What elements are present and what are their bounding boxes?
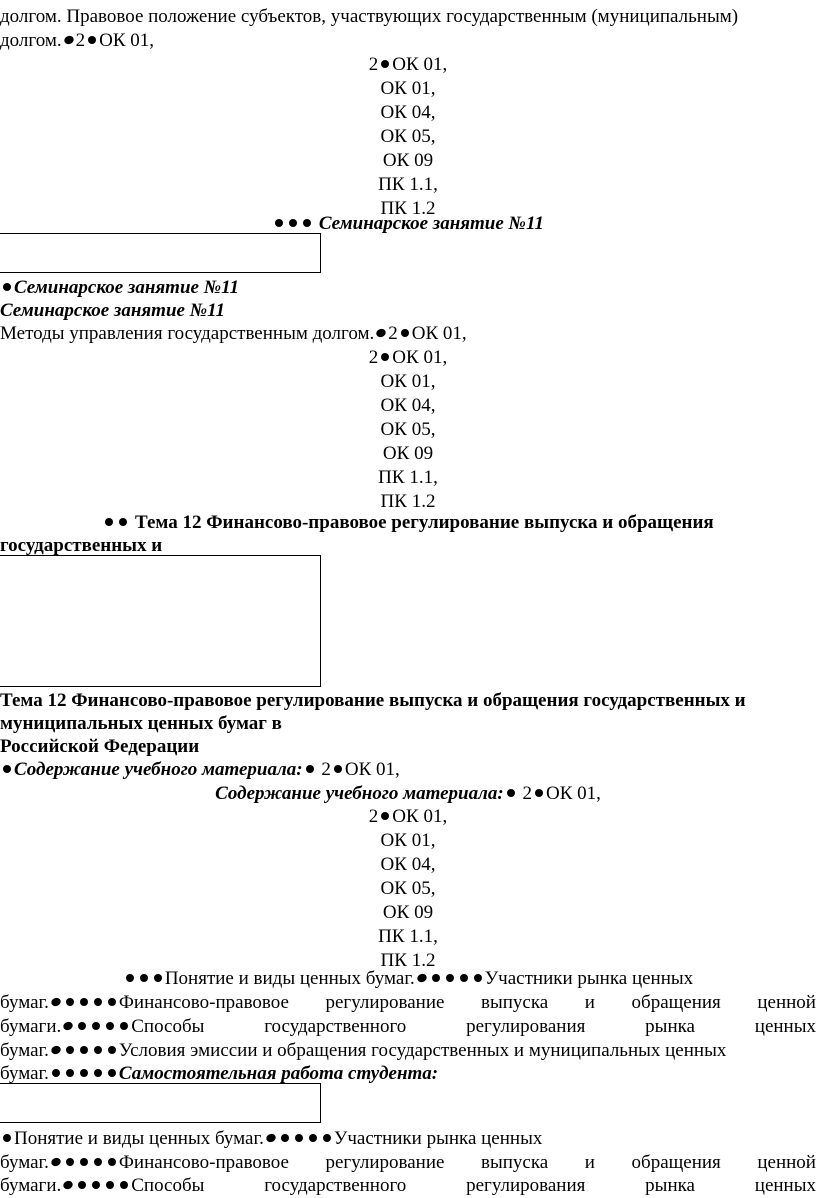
- bullet-icon: [381, 60, 389, 68]
- bullet-icon: [119, 518, 127, 526]
- code-line: ПК 1.2: [380, 491, 436, 512]
- content-line-centered: Содержание учебного материала: 2 ОК 01,: [215, 783, 601, 804]
- code-line: ОК 05,: [380, 126, 436, 147]
- bullet-icon: [80, 1158, 88, 1166]
- bullet-icon: [507, 789, 515, 797]
- seminar-heading: Семинарское занятие №11: [0, 212, 816, 236]
- codes-row: 2 ОК 01,: [368, 347, 448, 368]
- bullet-icon: [126, 974, 134, 982]
- list-item: бумаги. Способы государственного регулирования рынка ценных: [0, 1175, 816, 1196]
- code-line: ОК 09: [382, 443, 434, 464]
- bullet-icon: [140, 974, 148, 982]
- bullet-icon: [108, 998, 116, 1006]
- bullet-icon: [106, 1181, 114, 1189]
- bullet-icon: [289, 219, 297, 227]
- bullet-icon: [88, 36, 96, 44]
- competence-code: ОК 01,: [99, 30, 155, 51]
- bullet-icon: [108, 1069, 116, 1077]
- code-line: ПК 1.1,: [378, 926, 438, 947]
- bullet-icon: [120, 1022, 128, 1030]
- self-work-line: бумаг. Самостоятельная работа студента:: [0, 1063, 439, 1084]
- bullet-icon: [535, 789, 543, 797]
- bullet-icon: [375, 328, 387, 339]
- code-line: ОК 04,: [380, 854, 436, 875]
- code-line: ПК 1.1,: [378, 174, 438, 195]
- bullet-icon: [66, 998, 74, 1006]
- intro-line-1: долгом. Правовое положение субъектов, участвующих государственным (муниципальным): [0, 6, 739, 27]
- bullet-icon: [323, 1134, 331, 1142]
- bullet-icon: [62, 1021, 74, 1032]
- seminar-line: Семинарское занятие №11: [0, 276, 816, 300]
- bullet-icon: [401, 329, 409, 337]
- bullet-icon: [120, 1181, 128, 1189]
- bullet-icon: [63, 35, 75, 46]
- list-item: бумаг. Финансово-правовое регулирование выпуска и обращения ценной: [0, 992, 816, 1013]
- bullet-icon: [50, 997, 62, 1008]
- bullet-icon: [154, 974, 162, 982]
- code-line: ПК 1.2: [380, 198, 436, 219]
- bullet-icon: [108, 1046, 116, 1054]
- code-line: ПК 1.2: [380, 950, 436, 971]
- table-cell-frame: [0, 555, 321, 687]
- bullet-icon: [80, 1069, 88, 1077]
- hours-value: 2: [75, 30, 86, 51]
- code-line: ОК 01,: [380, 371, 436, 392]
- topic-heading-cont: государственных и: [0, 535, 163, 556]
- bullet-icon: [303, 219, 311, 227]
- bullet-icon: [381, 353, 389, 361]
- intro-text: долгом.: [0, 30, 62, 51]
- bullet-icon: [105, 518, 113, 526]
- bullet-icon: [78, 1022, 86, 1030]
- bullet-icon: [94, 1069, 102, 1077]
- bullet-icon: [94, 1046, 102, 1054]
- code-line: ОК 05,: [380, 419, 436, 440]
- bullet-icon: [92, 1022, 100, 1030]
- bullet-icon: [92, 1181, 100, 1189]
- code-line: ОК 09: [382, 150, 434, 171]
- bullet-icon: [432, 974, 440, 982]
- code-line: ОК 09: [382, 902, 434, 923]
- bullet-icon: [52, 1069, 60, 1077]
- topic-title: муниципальных ценных бумаг в: [0, 713, 282, 734]
- codes-row: 2 ОК 01,: [368, 806, 448, 827]
- bullet-icon: [94, 998, 102, 1006]
- bullet-icon: [306, 765, 314, 773]
- table-cell-frame: [0, 233, 321, 273]
- bullet-icon: [309, 1134, 317, 1142]
- bullet-icon: [281, 1134, 289, 1142]
- list-item: бумаги. Способы государственного регулирования рынка ценных: [0, 1016, 816, 1037]
- seminar-line: Семинарское занятие №11: [0, 300, 226, 321]
- code-line: ОК 04,: [380, 395, 436, 416]
- bullet-icon: [108, 1158, 116, 1166]
- bullet-icon: [80, 998, 88, 1006]
- code-line: ОК 04,: [380, 102, 436, 123]
- code-line: ОК 01,: [380, 78, 436, 99]
- bullet-icon: [275, 219, 283, 227]
- list-item: бумаг. Условия эмиссии и обращения государственных и муниципальных ценных: [0, 1040, 727, 1061]
- list-item: бумаг. Финансово-правовое регулирование выпуска и обращения ценной: [0, 1152, 816, 1173]
- bullet-icon: [50, 1157, 62, 1168]
- bullet-icon: [106, 1022, 114, 1030]
- bullet-icon: [446, 974, 454, 982]
- bullet-icon: [80, 1046, 88, 1054]
- bullet-icon: [416, 973, 428, 984]
- table-cell-frame: [0, 1083, 321, 1123]
- code-line: ОК 01,: [380, 830, 436, 851]
- bullet-icon: [460, 974, 468, 982]
- bullet-icon: [78, 1181, 86, 1189]
- content-line: Содержание учебного материала: 2 ОК 01,: [0, 758, 816, 782]
- bullet-icon: [3, 1134, 11, 1142]
- topic-title: Тема 12 Финансово-правовое регулирование выпуска и обращения государственных и: [0, 690, 746, 711]
- bullet-icon: [474, 974, 482, 982]
- codes-row: 2 ОК 01,: [368, 54, 448, 75]
- bullet-icon: [3, 283, 11, 291]
- methods-line: Методы управления государственным долгом. 2 ОК 01,: [0, 323, 467, 344]
- bullet-icon: [265, 1133, 277, 1144]
- bullet-icon: [334, 765, 342, 773]
- code-line: ПК 1.1,: [378, 467, 438, 488]
- bullet-icon: [50, 1045, 62, 1056]
- list-item: Понятие и виды ценных бумаг. Участники рынка ценных: [0, 1127, 816, 1151]
- intro-line-2: [0, 29, 816, 53]
- bullet-icon: [66, 1158, 74, 1166]
- bullet-icon: [94, 1158, 102, 1166]
- topic-title: Российской Федерации: [0, 736, 200, 757]
- bullet-icon: [3, 765, 11, 773]
- topic-heading: Тема 12 Финансово-правовое регулирование выпуска и обращения: [0, 511, 816, 535]
- bullet-icon: [62, 1180, 74, 1191]
- bullet-icon: [66, 1046, 74, 1054]
- list-item: Понятие и виды ценных бумаг. Участники рынка ценных: [0, 967, 816, 991]
- bullet-icon: [295, 1134, 303, 1142]
- bullet-icon: [66, 1069, 74, 1077]
- code-line: ОК 05,: [380, 878, 436, 899]
- bullet-icon: [381, 812, 389, 820]
